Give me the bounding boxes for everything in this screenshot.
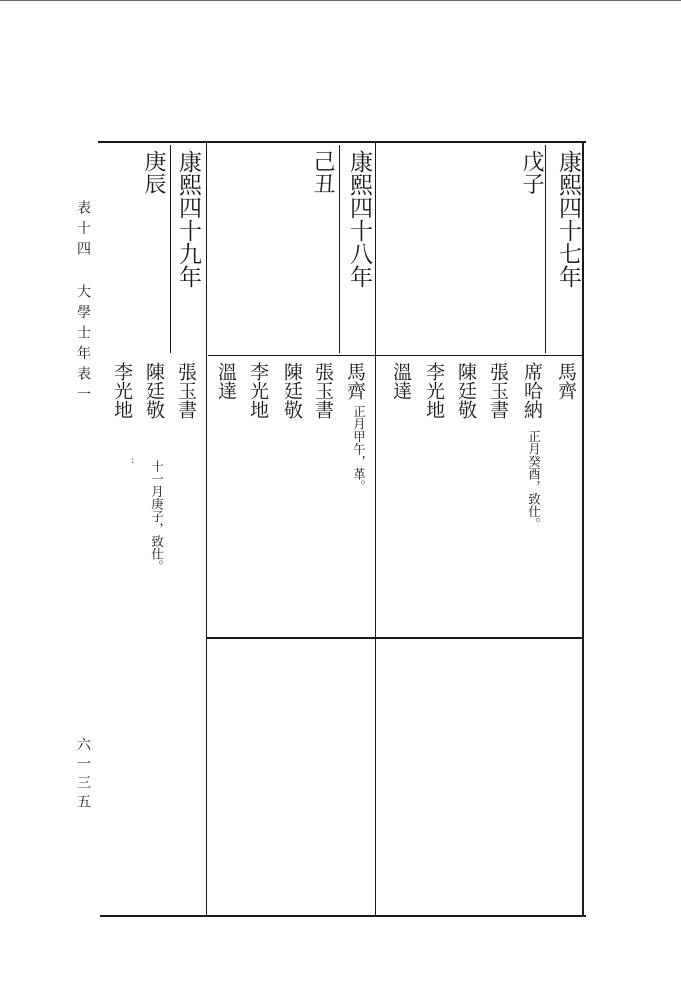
official-note-2-1: 正月甲午，革。 xyxy=(351,405,367,493)
column-inner-rule-3 xyxy=(170,145,171,353)
official-entry-1-6: 溫達 xyxy=(390,362,412,400)
column-divider-2 xyxy=(206,141,207,917)
table-right-border xyxy=(582,141,584,917)
scan-top-edge xyxy=(0,0,681,1)
scan-speck: : xyxy=(131,455,135,466)
table-top-rule xyxy=(98,141,586,143)
official-entry-2-3: 陳廷敬 xyxy=(281,362,303,419)
official-entry-3-3: 李光地 xyxy=(111,362,133,419)
ganzhi-label-1: 戊子 xyxy=(519,150,544,195)
running-head: 表十四 大學士年表一 xyxy=(75,200,91,407)
official-entry-2-4: 李光地 xyxy=(247,362,269,419)
table-row-rule-1 xyxy=(208,355,583,356)
column-inner-rule-2 xyxy=(339,145,340,353)
ganzhi-label-2: 己丑 xyxy=(310,150,335,195)
column-divider-1 xyxy=(375,141,376,917)
year-label-2: 康熙四十八年 xyxy=(346,150,372,288)
official-entry-2-2: 張玉書 xyxy=(312,362,334,419)
official-entry-1-3: 張玉書 xyxy=(487,362,509,419)
official-entry-1-2: 席哈納 xyxy=(521,362,543,419)
official-entry-3-1: 張玉書 xyxy=(175,362,197,419)
official-note-1-2: 正月癸酉，致仕。 xyxy=(526,430,542,530)
official-entry-1-4: 陳廷敬 xyxy=(455,362,477,419)
table-row-rule-2 xyxy=(206,637,583,639)
year-label-3: 康熙四十九年 xyxy=(175,150,201,288)
official-entry-1-1: 馬齊 xyxy=(555,362,577,400)
official-note-3-2: 十一月庚子，致仕。 xyxy=(149,460,165,573)
official-entry-1-5: 李光地 xyxy=(423,362,445,419)
year-label-1: 康熙四十七年 xyxy=(555,150,581,288)
table-bottom-rule xyxy=(100,915,586,917)
official-entry-2-5: 溫達 xyxy=(215,362,237,400)
official-entry-2-1: 馬齊 xyxy=(344,362,366,400)
ganzhi-label-3: 庚辰 xyxy=(141,150,166,195)
official-entry-3-2: 陳廷敬 xyxy=(143,362,165,419)
column-inner-rule-1 xyxy=(545,145,546,353)
page-number: 六一三五 xyxy=(75,737,91,813)
